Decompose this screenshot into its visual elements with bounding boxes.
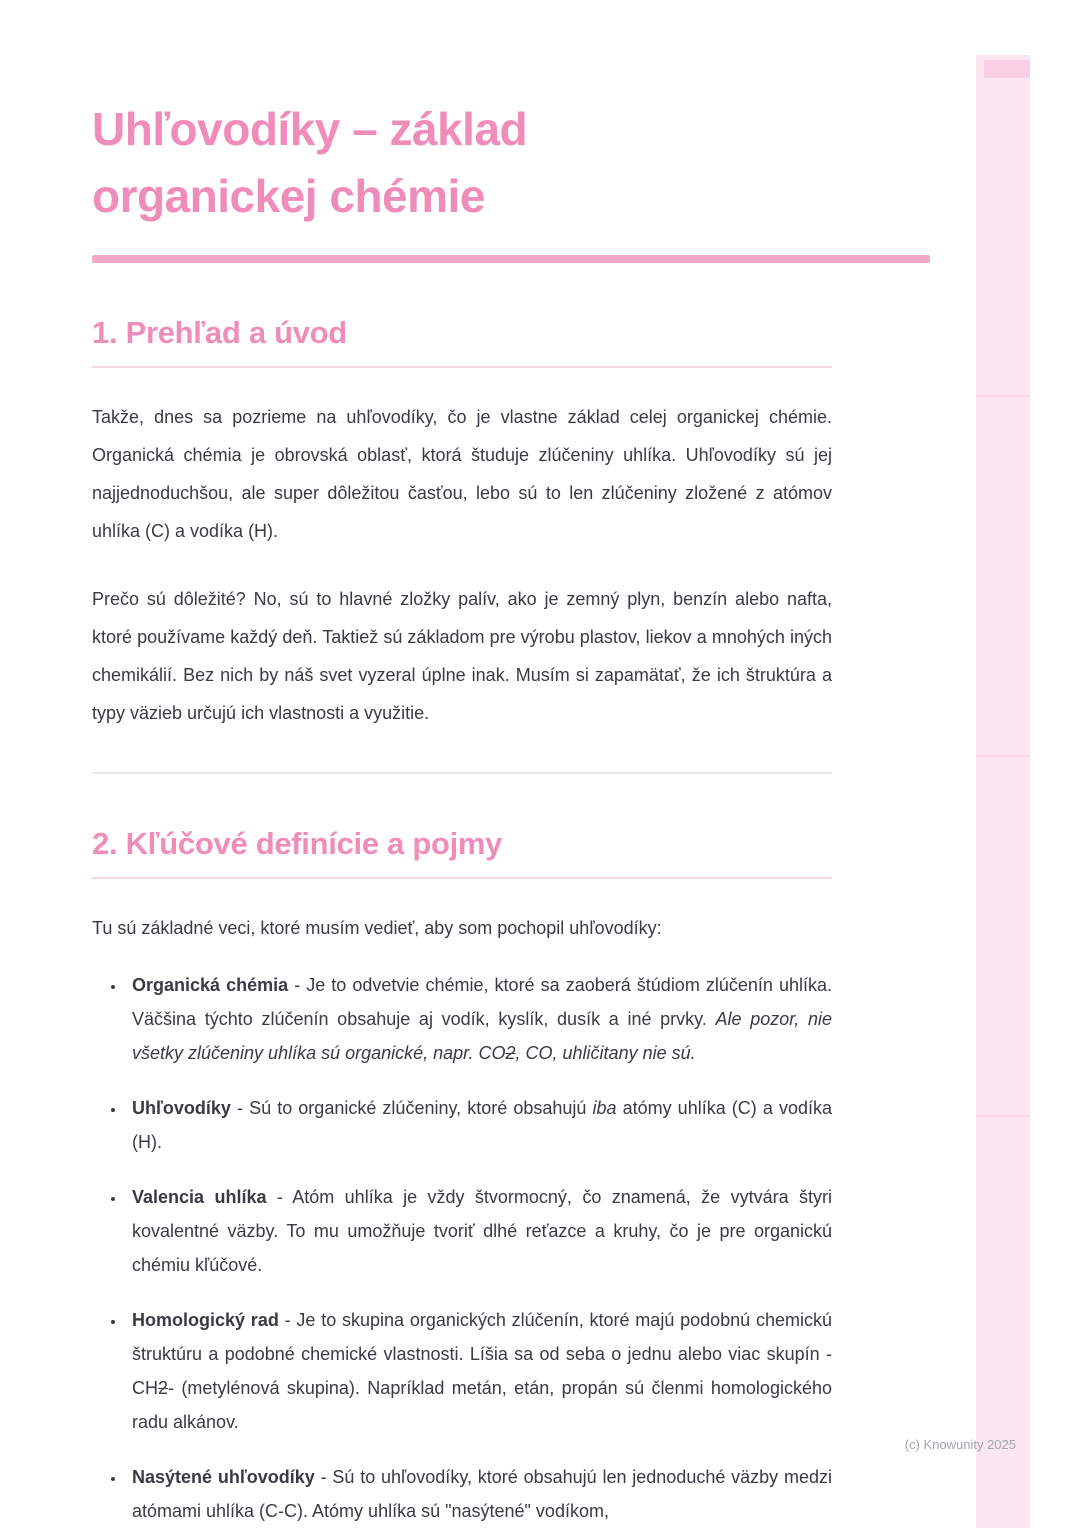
page-preview-thumb [984, 60, 1030, 78]
title-underline-rule [92, 255, 930, 263]
section-2-heading-rule [92, 877, 832, 879]
list-item-text: Nasýtené uhľovodíky - Sú to uhľovodíky, ktoré obsahujú len jednoduché väzby medzi atómami uhlíka (C-C). Atómy uhlíka sú "nasýtené" vodíkom, [132, 1467, 832, 1522]
list-item-text: Valencia uhlíka - Atóm uhlíka je vždy štvormocný, čo znamená, že vytvára štyri kovalentné väzby. To mu umožňuje tvoriť dlhé reťazce a kruhy, čo je pre organickú chémiu kľúčové. [132, 1187, 832, 1276]
section-2-heading: 2. Kľúčové definície a pojmy [92, 826, 503, 862]
list-item-text: Organická chémia - Je to odvetvie chémie, ktoré sa zaoberá štúdiom zlúčenín uhlíka. Väčšina týchto zlúčenín obsahuje aj vodík, kyslík, dusík a iné prvky. Ale pozor, nie všetky zlúčeniny uhlíka sú organické, napr. CO2, CO, uhličitany nie sú. [132, 975, 833, 1064]
paragraph-intro-1: Takže, dnes sa pozrieme na uhľovodíky, čo je vlastne základ celej organickej chémie. Organická chémia je obrovská oblasť, ktorá študuje zlúčeniny uhlíka. Uhľovodíky sú jej najjednoduchšou, ale super dôležitou časťou, lebo sú to len zlúčeniny zložené z atómov uhlíka (C) a vodíka (H). [92, 407, 832, 542]
paragraph-intro-2: Prečo sú dôležité? No, sú to hlavné zložky palív, ako je zemný plyn, benzín alebo nafta, ktoré používame každý deň. Taktiež sú základom pre výrobu plastov, liekov a mnohých iných chemikálií. Bez nich by náš svet vyzeral úplne inak. Musím si zapamätať, že ich štruktúra a typy väzieb určujú ich vlastnosti a využitie. [92, 589, 832, 724]
list-item-organicka-chemia [126, 968, 832, 1070]
definitions-intro: Tu sú základné veci, ktoré musím vedieť, aby som pochopil uhľovodíky: [92, 918, 662, 939]
section-definitions [92, 826, 832, 1528]
footer-credit: (c) Knowunity 2025 [904, 1437, 1016, 1452]
content-column [92, 0, 832, 1528]
list-item-uhlovodiky [126, 1091, 832, 1159]
strip-divider [976, 755, 1030, 757]
section-overview [92, 315, 832, 732]
list-item-text: Uhľovodíky - Sú to organické zlúčeniny, ktoré obsahujú iba atómy uhlíka (C) a vodíka (H). [132, 1098, 832, 1153]
document-title: Uhľovodíky – základ organickej chémie [92, 103, 528, 222]
page-preview-strip [976, 55, 1030, 1528]
list-item-valencia-uhlika [126, 1180, 832, 1282]
list-item-nasytene-uhlovodiky [126, 1460, 832, 1528]
strip-divider [976, 395, 1030, 397]
section-divider [92, 772, 832, 774]
list-item-homologicky-rad [126, 1303, 832, 1439]
strip-divider [976, 1115, 1030, 1117]
section-1-heading-rule [92, 366, 832, 368]
definitions-list [92, 968, 832, 1528]
list-item-text: Homologický rad - Je to skupina organických zlúčenín, ktoré majú podobnú chemickú štruktúru a podobné chemické vlastnosti. Líšia sa od seba o jednu alebo viac skupín -CH2- (metylénová skupina). Napríklad metán, etán, propán sú členmi homologického radu alkánov. [132, 1310, 833, 1433]
section-1-heading: 1. Prehľad a úvod [92, 315, 347, 351]
